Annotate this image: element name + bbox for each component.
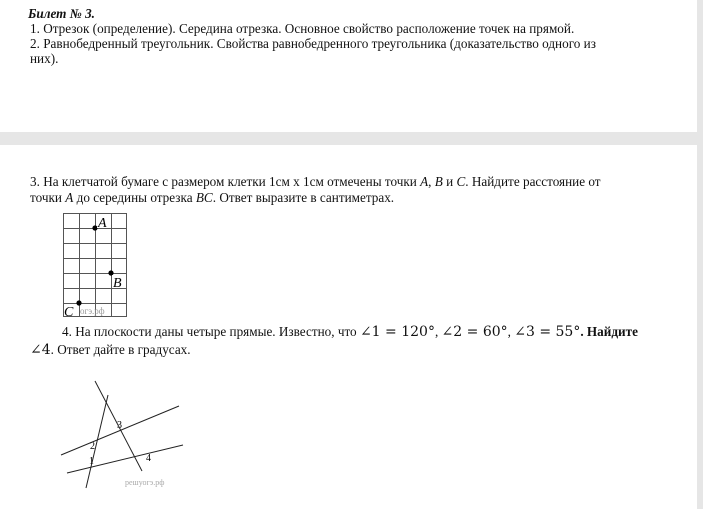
ticket-title: Билет № 3.: [28, 6, 95, 21]
angle-3-value: ∠3 = 55°: [514, 324, 581, 340]
task-4-line-2: [30, 342, 191, 358]
task-3-text-end: . Ответ выразите в сантиметрах.: [212, 190, 395, 205]
task-3-text: 3. На клетчатой бумаге с размером клетки 1см x 1см отмечены точки: [30, 174, 421, 189]
four-lines: [61, 381, 183, 488]
task-3-text: до середины отрезка: [73, 190, 196, 205]
angle-label-4: 4: [146, 453, 151, 464]
angle-label-2: 2: [90, 441, 95, 452]
point-b-label: B: [434, 174, 443, 189]
separator: ,: [434, 324, 442, 339]
task-4-text-end: . Ответ дайте в градусах.: [50, 342, 191, 357]
angle-4-label: ∠4: [30, 342, 51, 358]
angle-1-value: ∠1 = 120°: [359, 324, 435, 340]
separator: ,: [428, 174, 435, 189]
point-b-dot: [108, 270, 113, 275]
figure-watermark: решуогэ.рф: [125, 478, 165, 487]
segment-bc-label: BC: [195, 190, 213, 205]
angle-label-1: 1: [89, 456, 94, 467]
angle-2-value: ∠2 = 60°: [441, 324, 508, 340]
question-2-line-1: 2. Равнобедренный треугольник. Свойства равнобедренного треугольника (доказательство одного из: [30, 36, 596, 51]
question-2-line-2: них).: [30, 51, 59, 66]
task-3-text: точки: [30, 190, 66, 205]
conjunction: и: [442, 174, 457, 189]
page-gap: [0, 132, 703, 145]
point-a-label: A: [65, 190, 74, 205]
grid-figure: [63, 213, 127, 320]
lines-figure: [55, 373, 195, 493]
task-3-text-end: . Найдите расстояние от: [465, 174, 601, 189]
point-a-label: A: [420, 174, 429, 189]
grid-label-a: A: [98, 216, 107, 231]
task-3-line-2: [30, 190, 394, 206]
grid-watermark: огэ.рф: [80, 306, 105, 316]
right-page-edge: [697, 0, 703, 509]
task-4-text: 4. На плоскости даны четыре прямые. Известно, что: [62, 324, 360, 339]
task-4-text: . Найдите: [580, 324, 638, 339]
task-4-line-1: [62, 324, 638, 340]
tasks-card: [0, 145, 703, 509]
question-1: 1. Отрезок (определение). Середина отрезка. Основное свойство расположение точек на прямой.: [30, 21, 575, 36]
grid-label-c: C: [64, 305, 74, 320]
separator: ,: [507, 324, 515, 339]
point-c-dot: [76, 300, 81, 305]
task-3-line-1: [30, 174, 601, 190]
ticket-header-card: [0, 0, 703, 132]
point-c-label: C: [456, 174, 466, 189]
line-parallel-2: [67, 445, 183, 473]
angle-label-3: 3: [117, 420, 122, 431]
grid-label-b: B: [113, 276, 122, 291]
point-a-dot: [92, 225, 97, 230]
